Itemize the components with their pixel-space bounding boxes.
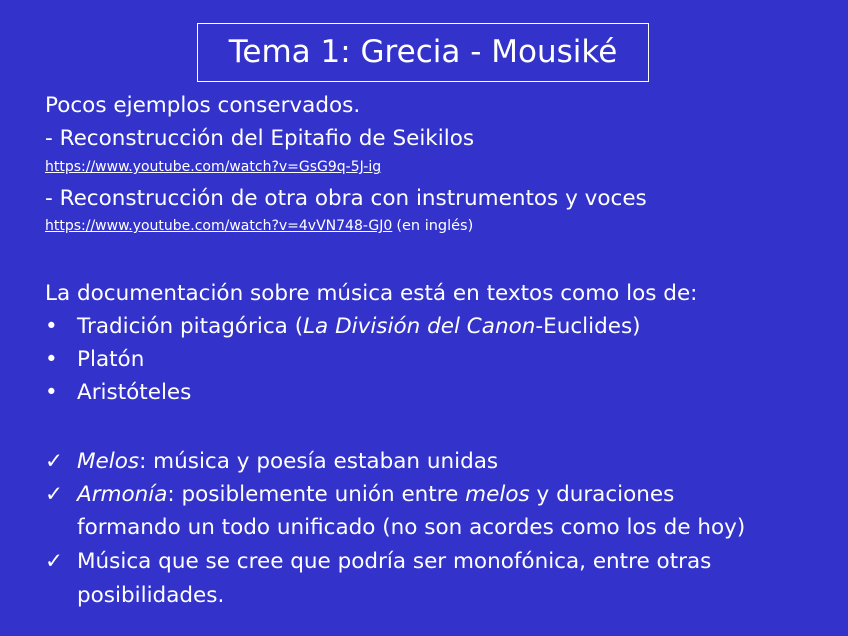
intro-line-3: - Reconstrucción de otra obra con instrumentos y voces	[45, 186, 647, 211]
bullet-icon: •	[45, 380, 58, 405]
intro-line-2: - Reconstrucción del Epitafio de Seikilos	[45, 126, 475, 151]
intro-link-1-row	[45, 160, 381, 175]
youtube-link-other-work[interactable]: https://www.youtube.com/watch?v=4vVN748-GJ0	[45, 218, 393, 234]
checkmark-icon: ✓	[45, 482, 64, 507]
check-item-armonia	[45, 483, 674, 507]
check-text: Música que se cree que podría ser monofónica, entre otras	[77, 549, 712, 574]
documentation-heading: La documentación sobre música está en textos como los de:	[45, 281, 698, 306]
check-item-melos	[45, 450, 498, 474]
intro-line-1: Pocos ejemplos conservados.	[45, 93, 361, 118]
bullet-icon: •	[45, 347, 58, 372]
title-box	[197, 23, 649, 82]
bullet-icon: •	[45, 314, 58, 339]
bullet-item-pythagorean	[45, 315, 641, 339]
intro-link-2-row	[45, 219, 473, 235]
checkmark-icon: ✓	[45, 449, 64, 474]
link-language-note: (en inglés)	[396, 218, 474, 234]
bullet-text: Platón	[77, 347, 145, 372]
bullet-text: Aristóteles	[77, 380, 192, 405]
youtube-link-seikilos[interactable]: https://www.youtube.com/watch?v=GsG9q-5J-ig	[45, 159, 382, 175]
check-item-armonia-continuation: formando un todo unificado (no son acordes como los de hoy)	[77, 515, 746, 540]
checkmark-icon: ✓	[45, 549, 64, 574]
check-item-monophonic	[45, 550, 711, 574]
check-text: Melos: música y poesía estaban unidas	[77, 449, 499, 474]
bullet-item-plato	[45, 348, 144, 372]
bullet-text: Tradición pitagórica (La División del Canon-Euclides)	[77, 314, 641, 339]
slide-title: Tema 1: Grecia - Mousiké	[228, 34, 618, 70]
bullet-item-aristotle	[45, 381, 191, 405]
book-title: La División del Canon	[303, 314, 536, 339]
check-item-monophonic-continuation: posibilidades.	[77, 583, 225, 608]
check-text: Armonía: posiblemente unión entre melos y duraciones	[77, 482, 675, 507]
